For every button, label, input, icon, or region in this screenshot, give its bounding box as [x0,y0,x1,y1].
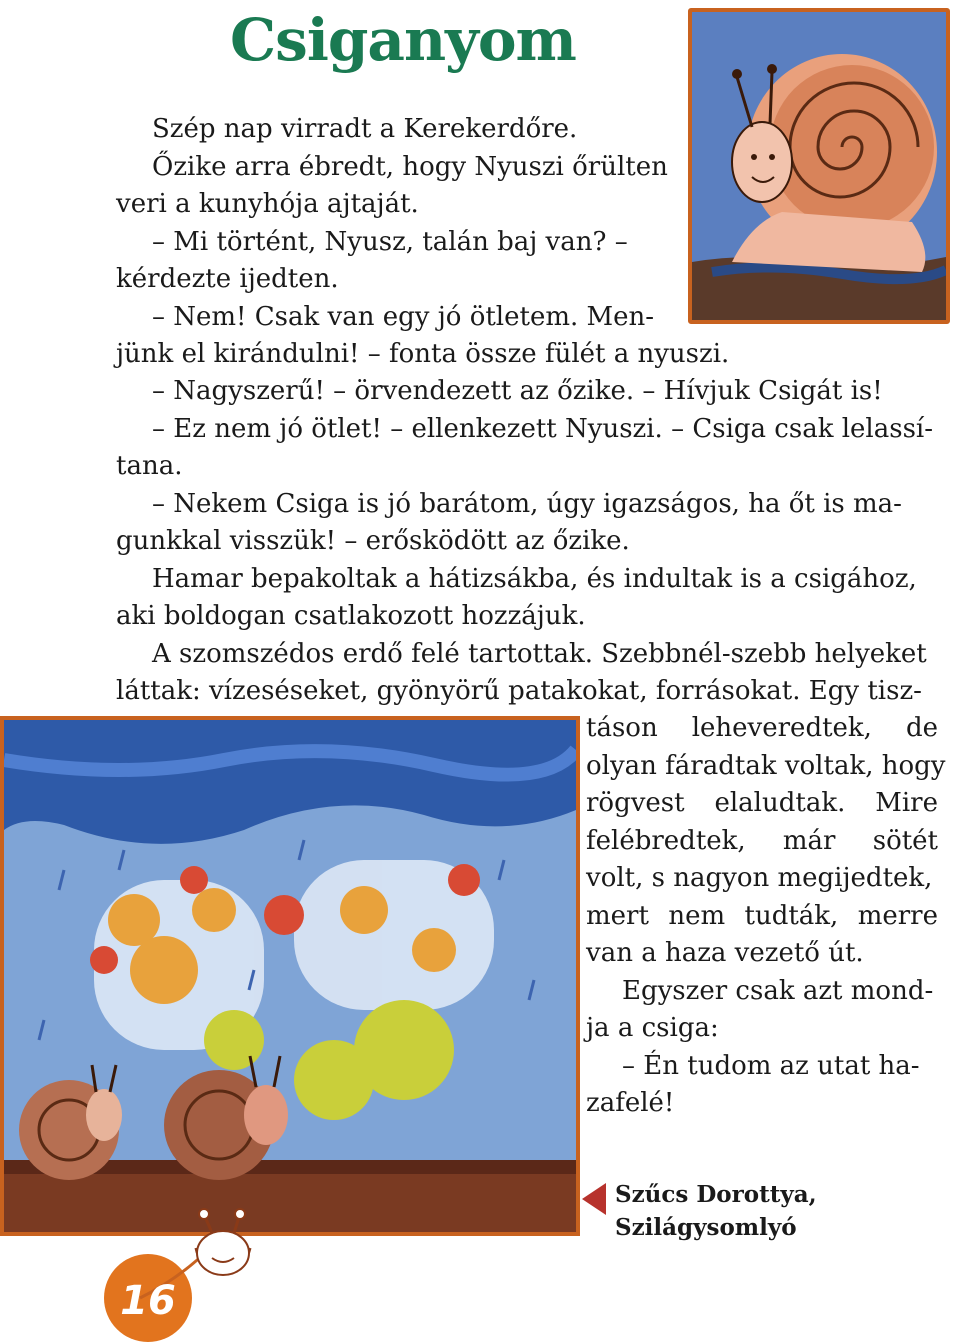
forest-illustration [4,720,576,1232]
story-line: – Nekem Csiga is jó barátom, úgy igazságos, ha őt is ma- [152,488,902,519]
story-line: kérdezte ijedten. [116,264,339,294]
story-narrow [586,710,946,1123]
story-line: Őzike arra ébredt, hogy Nyuszi őrülten [152,151,668,182]
story-line: – Mi történt, Nyusz, talán baj van? – [152,226,628,257]
story-line: láttak: vízeséseket, gyönyörű patakokat, forrásokat. Egy tisz- [116,676,922,706]
story-line: – Én tudom az utat ha- [622,1050,920,1081]
story-line: tana. [116,451,183,481]
page-number: 16 [120,1278,176,1324]
story-line: ja a csiga: [586,1013,719,1043]
story-line: van a haza vezető út. [586,938,864,968]
snail-illustration [692,12,946,320]
snail-drawing-bottom [0,716,580,1236]
story-line: rögvest elaludtak. Mire [586,788,938,818]
story-line: A szomszédos erdő felé tartottak. Szebbnél-szebb helyeket [152,638,927,669]
story-line: Hamar bepakoltak a hátizsákba, és indultak is a csigához, [152,563,917,594]
page-title: Csiganyom [230,6,576,74]
story-line: – Ez nem jó ötlet! – ellenkezett Nyuszi. – Csiga csak lelassí- [152,413,934,444]
story-line: jünk el kirándulni! – fonta össze fülét a nyuszi. [116,339,730,369]
author-credit [615,1178,817,1244]
story-line: Szép nap virradt a Kerekerdőre. [152,114,578,144]
story-line: táson leheveredtek, de [586,713,938,743]
author-name: Szűcs Dorottya, [615,1181,817,1208]
story-top [116,111,729,374]
story-line: felébredtek, már sötét [586,825,938,856]
author-place: Szilágysomlyó [615,1214,797,1241]
author-arrow-icon [582,1183,606,1215]
story-line: Egyszer csak azt mond- [622,975,934,1006]
story-middle [116,373,933,711]
story-line: – Nem! Csak van egy jó ötletem. Men- [152,301,655,332]
story-line: – Nagyszerű! – örvendezett az őzike. – Hívjuk Csigát is! [152,376,883,406]
story-line: volt, s nagyon megijedtek, [586,863,933,893]
story-line: gunkkal visszük! – erősködött az őzike. [116,526,630,556]
story-line: zafelé! [586,1088,675,1118]
story-line: veri a kunyhója ajtaját. [116,189,419,219]
story-line: mert nem tudták, merre [586,900,938,931]
story-line: olyan fáradtak voltak, hogy [586,750,946,781]
story-line: aki boldogan csatlakozott hozzájuk. [116,601,586,631]
